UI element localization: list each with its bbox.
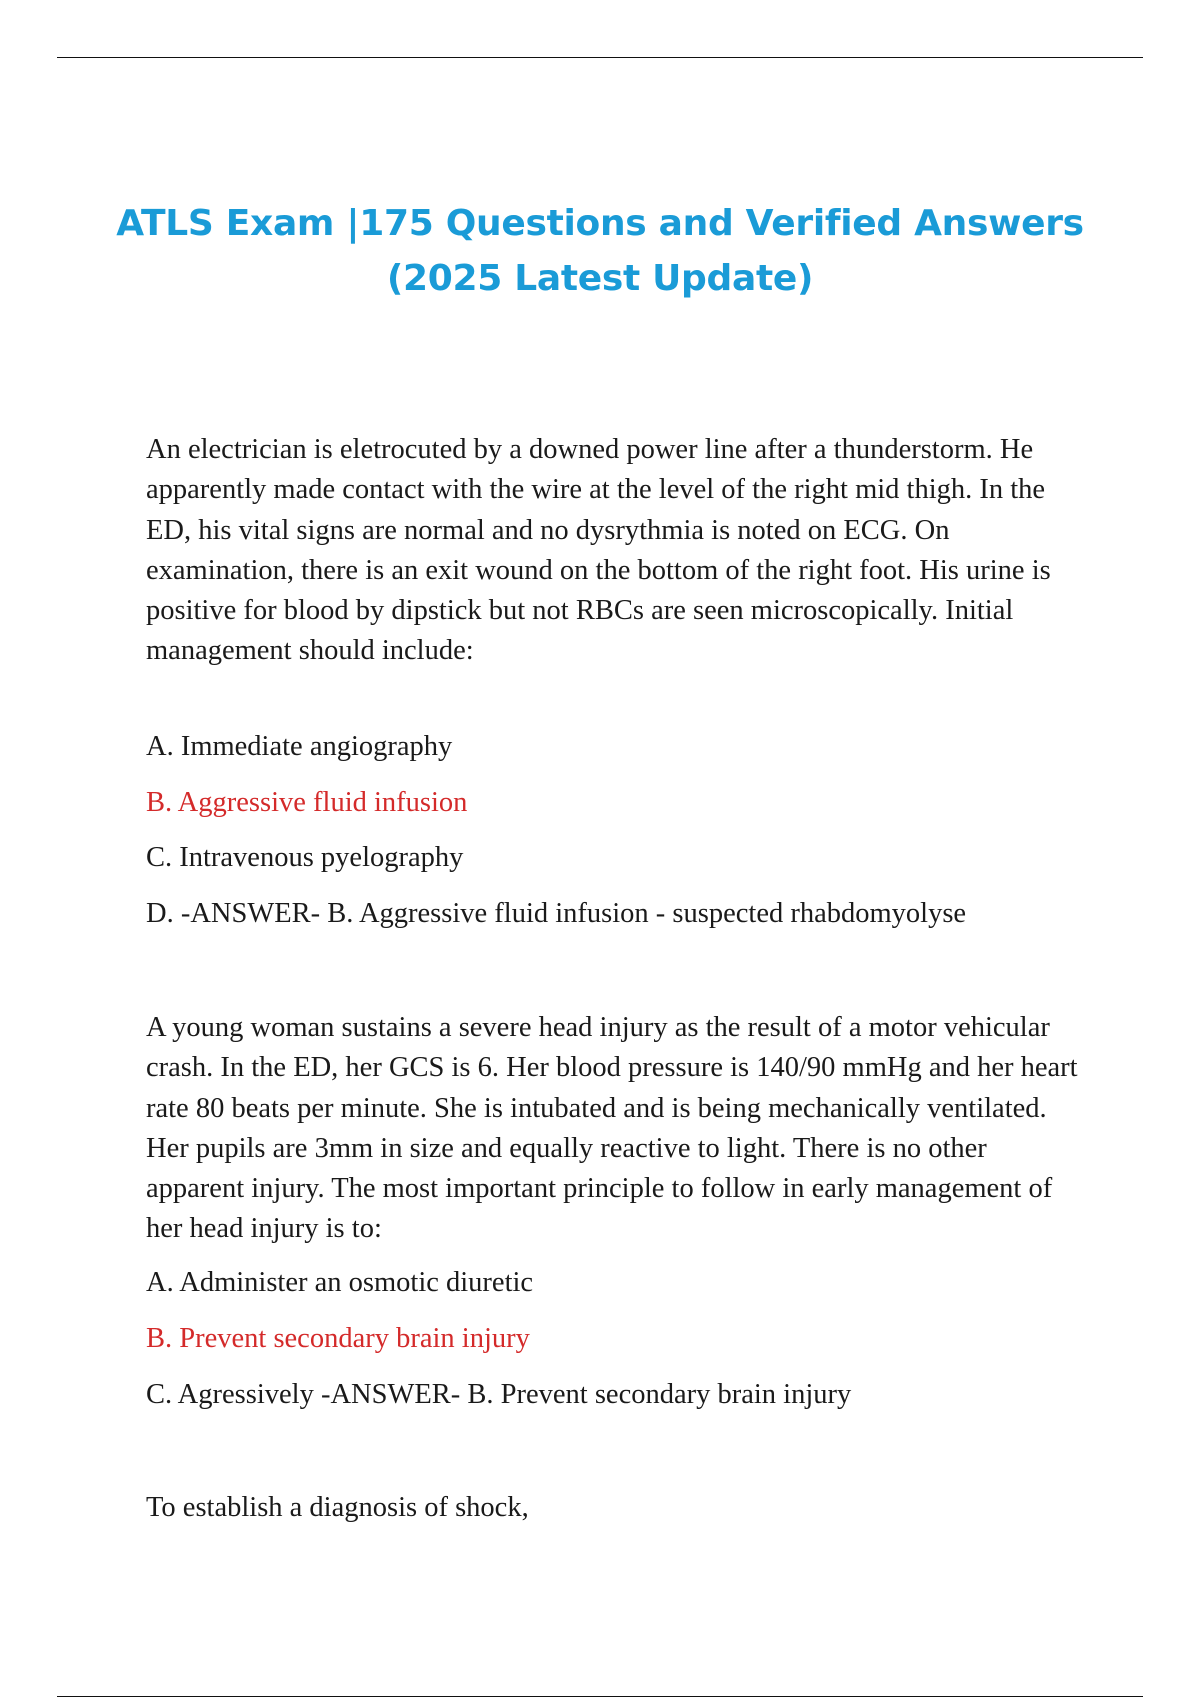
question-2-text: A young woman sustains a severe head injury as the result of a motor vehicular crash. In the ED, her GCS is 6. Her blood pressure is 140/90 mmHg and her heart rate 80 beats per minute. She is intubated and is being mechanically ventilated. Her pupils are 3mm in size and equally reactive to light. There is no other apparent injury. The most important principle to follow in early management of her head injury is to: [146,1012,1078,1245]
question-1-option-a: A. Immediate angiography [146,731,453,762]
question-1-option-c: C. Intravenous pyelography [146,842,464,873]
question-3-text: To establish a diagnosis of shock, [146,1492,529,1523]
title-line-1: ATLS Exam |175 Questions and Verified Answers [116,203,1084,244]
question-1-option-b-correct: B. Aggressive fluid infusion [146,787,468,818]
bottom-rule [57,1696,1143,1697]
top-rule [57,57,1143,58]
question-1-text: An electrician is eletrocuted by a downed power line after a thunderstorm. He apparently made contact with the wire at the level of the right mid thigh. In the ED, his vital signs are normal and no dysrythmia is noted on ECG. On examination, there is an exit wound on the bottom of the right foot. His urine is positive for blood by dipstick but not RBCs are seen microscopically. Initial management should include: [146,434,1051,667]
question-2-option-b-correct: B. Prevent secondary brain injury [146,1323,530,1354]
question-2-option-c-answer: C. Agressively -ANSWER- B. Prevent secondary brain injury [146,1379,852,1410]
question-2-option-a: A. Administer an osmotic diuretic [146,1267,534,1298]
title-line-2: (2025 Latest Update) [386,258,814,299]
page-title [100,196,1100,306]
question-1-option-d-answer: D. -ANSWER- B. Aggressive fluid infusion - suspected rhabdomyolyse [146,898,967,929]
